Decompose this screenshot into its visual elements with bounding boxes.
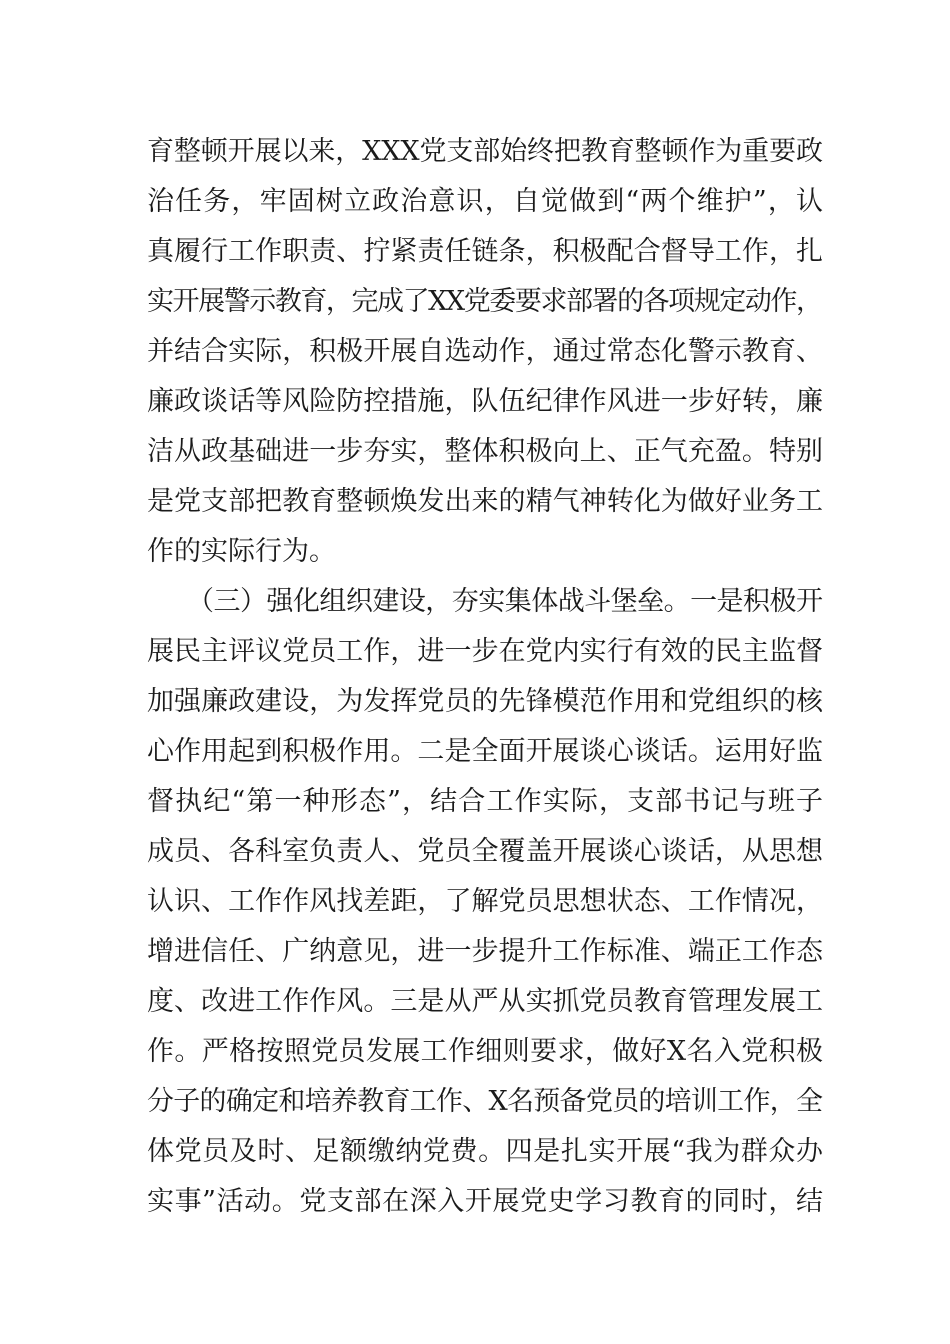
text-line: 心作用起到积极作用。二是全面开展谈心谈话。运用好监 [147,736,824,767]
text-line: 育整顿开展以来，XXX党支部始终把教育整顿作为重要政 [147,136,823,167]
text-line: 真履行工作职责、拧紧责任链条，积极配合督导工作，扎 [147,236,824,267]
text-line: 实事”活动。党支部在深入开展党史学习教育的同时，结 [147,1186,824,1217]
text-line: 认识、工作作风找差距，了解党员思想状态、工作情况， [147,886,824,917]
text-line: 作。严格按照党员发展工作细则要求，做好X名入党积极 [147,1036,824,1067]
text-line: 是党支部把教育整顿焕发出来的精气神转化为做好业务工 [147,486,824,517]
text-line: 展民主评议党员工作，进一步在党内实行有效的民主监督 [147,636,824,667]
text-line: 增进信任、广纳意见，进一步提升工作标准、端正工作态 [147,936,824,967]
text-line: 督执纪“第一种形态”，结合工作实际，支部书记与班子 [147,786,825,817]
text-line: 廉政谈话等风险防控措施，队伍纪律作风进一步好转，廉 [147,386,824,417]
text-line: 治任务，牢固树立政治意识，自觉做到“两个维护”，认 [147,186,825,217]
text-line: 实开展警示教育，完成了XX党委要求部署的各项规定动作， [147,286,822,317]
paragraph-start-line: （三）强化组织建设，夯实集体战斗堡垒。一是积极开 [187,586,823,617]
text-line: 体党员及时、足额缴纳党费。四是扎实开展“我为群众办 [147,1136,824,1167]
text-line: 洁从政基础进一步夯实，整体积极向上、正气充盈。特别 [147,436,824,467]
text-line: 作的实际行为。 [147,536,336,567]
text-line: 并结合实际，积极开展自选动作，通过常态化警示教育、 [147,336,824,367]
body-text [147,127,847,1227]
text-line: 分子的确定和培养教育工作、X名预备党员的培训工作，全 [147,1086,823,1117]
text-line: 度、改进工作作风。三是从严从实抓党员教育管理发展工 [147,986,824,1017]
text-line: 成员、各科室负责人、党员全覆盖开展谈心谈话，从思想 [147,836,824,867]
text-line: 加强廉政建设，为发挥党员的先锋模范作用和党组织的核 [147,686,824,717]
